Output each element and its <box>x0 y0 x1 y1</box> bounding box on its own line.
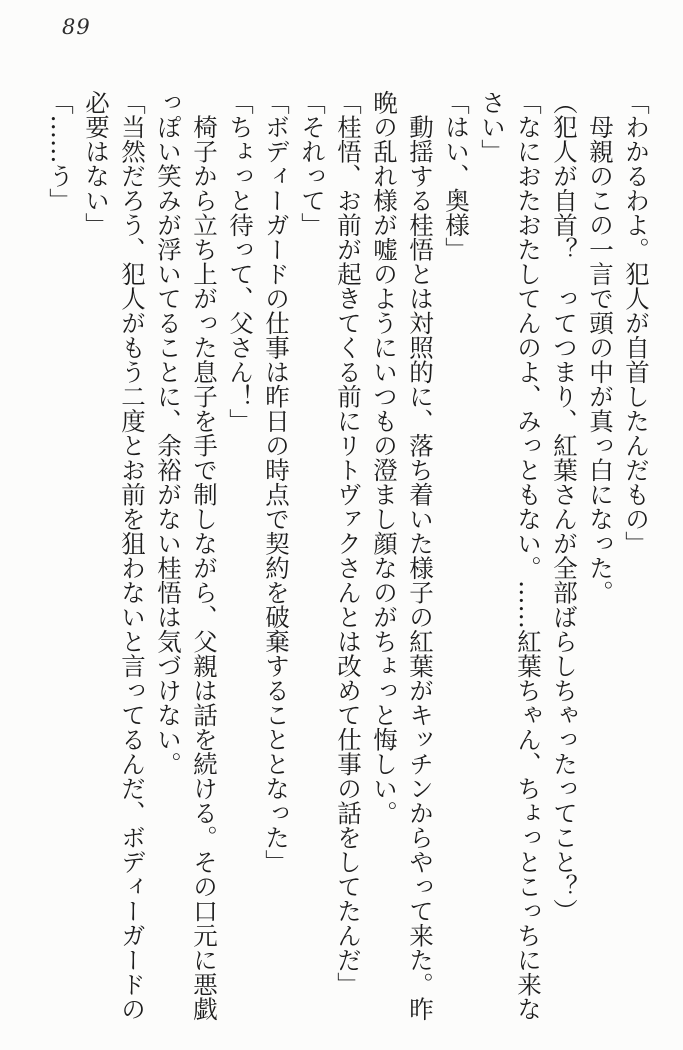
vertical-text-block <box>42 90 654 1021</box>
text-line: 「桂悟、お前が起きてくる前にリトヴァクさんとは改めて仕事の話をしてたんだ」 <box>334 90 363 997</box>
text-line: 「はい、奥様」 <box>442 90 471 262</box>
text-line: 動揺する桂悟とは対照的に、落ち着いた様子の紅葉がキッチンからやって来た。昨 <box>406 90 435 1021</box>
text-line: 「わかるわよ。犯人が自首したんだもの」 <box>622 90 651 556</box>
text-line: 母親のこの一言で頭の中が真っ白になった。 <box>586 90 615 605</box>
text-line: 「なにおたおたしてんのよ、みっともない。……紅葉ちゃん、ちょっとこっちに来な <box>514 90 543 1021</box>
text-line: っぽい笑みが浮いてることに、余裕がない桂悟は気づけない。 <box>154 90 183 776</box>
text-line: 「ボディーガードの仕事は昨日の時点で契約を破棄することとなった」 <box>262 90 291 874</box>
text-line: 晩の乱れ様が嘘のようにいつもの澄まし顔なのがちょっと悔しい。 <box>370 90 399 825</box>
text-line: 「……う」 <box>46 90 75 213</box>
text-line: 「それって」 <box>298 90 327 237</box>
text-line: 「ちょっと待って、父さん！」 <box>226 90 255 433</box>
text-line: 椅子から立ち上がった息子を手で制しながら、父親は話を続ける。その口元に悪戯 <box>190 90 219 1021</box>
text-line: 「当然だろう、犯人がもう二度とお前を狙わないと言ってるんだ、ボディーガードの <box>118 90 147 1021</box>
text-line: 必要はない」 <box>82 90 111 237</box>
text-line: （犯人が自首？ ってつまり、紅葉さんが全部ばらしちゃったってこと？） <box>550 90 579 923</box>
page-number: 89 <box>62 15 91 39</box>
text-line: さい」 <box>478 90 507 164</box>
